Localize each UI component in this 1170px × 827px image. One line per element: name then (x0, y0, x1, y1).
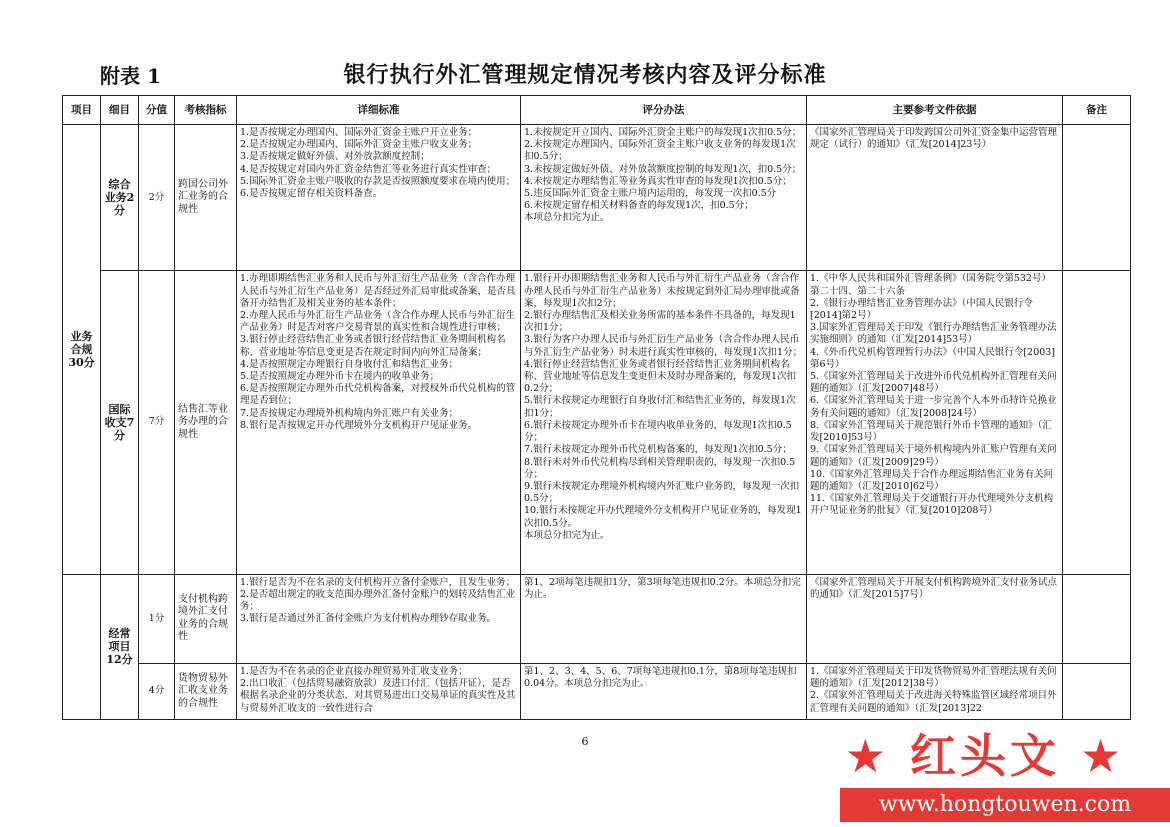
subitem-cell: 经常项目12分 (101, 574, 139, 719)
project-cell: 业务合规30分 (63, 125, 101, 575)
table-row (63, 574, 1131, 664)
indicator-cell: 结售汇等业务办理的合规性 (175, 271, 237, 574)
method-cell: 1.银行开办即期结售汇业务和人民币与外汇衍生产品业务（含合作办理人民币与外汇衍生产品业务）未按规定到外汇局办理审批或备案，每发现1次扣2分； 2.银行办理结售汇及相关业务所需的基本条件不具备的，每发现1次扣1分； 3.银行为客户办理人民币与外汇衍生产品业务（含合作办理人民币与外汇衍生产品业务）时未进行真实性审核的，每发现1次扣1分； 4.银行停止经营结售汇业务或者银行经营结售汇业务期间机构名称、营业地址等信息发生变更但未及时办理备案的，每发现1次扣0.2分； 5.银行未按规定办理银行自身收付汇和结售汇业务的，每发现1次扣1分； 6.银行未按规定办理外币卡在境内收单业务的，每发现1次扣0.5分； 7.银行未按规定办理外币代兑机构备案的，每发现1次扣0.5分； 8.银行未对外币代兑机构尽到相关管理职责的，每发现一次扣0.5分； 9.银行未按规定办理境外机构境内外汇账户业务的，每发现一次扣0.5分； 10.银行未按规定开办代理境外分支机构开户见证业务的，每发现1次扣0.5分。 本项总分扣完为止。 (521, 271, 807, 574)
indicator-cell: 跨国公司外汇业务的合规性 (175, 125, 237, 271)
col-header-standard: 详细标准 (237, 96, 521, 125)
col-header-indicator: 考核指标 (175, 96, 237, 125)
remarks-cell (1063, 664, 1131, 720)
score-cell: 2分 (139, 125, 175, 271)
watermark-banner: ★ 红头文 ★ (844, 729, 1126, 783)
table-row (63, 271, 1131, 574)
col-header-project: 项目 (63, 96, 101, 125)
method-cell: 第1、2项每笔违规扣1分，第3项每笔违规扣0.2分。本项总分扣完为止。 (521, 574, 807, 664)
indicator-cell: 支付机构跨境外汇支付业务的合规性 (175, 574, 237, 664)
remarks-cell (1063, 574, 1131, 664)
standard-cell: 1.办理即期结售汇业务和人民币与外汇衍生产品业务（含合作办理人民币与外汇衍生产品业务）是否经过外汇局审批或备案，是否具备开办结售汇及相关业务的基本条件； 2.办理人民币与外汇衍生产品业务（含合作办理人民币与外汇衍生产品业务）时是否对客户交易背景的真实性和合规性进行审核； 3.银行停止经营结售汇业务或者银行经营结售汇业务期间机构名称、营业地址等信息变更是否在规定时间内向外汇局备案； 4.是否按照规定办理银行自身收付汇和结售汇业务； 5.是否按照规定办理外币卡在境内的收单业务； 6.是否按照规定办理外币代兑机构备案，对授权外币代兑机构的管理是否到位； 7.是否按规定办理境外机构境内外汇账户有关业务； 8.银行是否按规定开办代理境外分支机构开户见证业务。 (237, 271, 521, 574)
table-header-row (63, 96, 1131, 125)
col-header-method: 评分办法 (521, 96, 807, 125)
basis-cell: 1.《中华人民共和国外汇管理条例》（国务院令第532号）第二十四、第二十六条 2.《银行办理结售汇业务管理办法》（中国人民银行令[2014]第2号） 3.国家外汇管理局关于印发《银行办理结售汇业务管理办法实施细则》的通知（汇发[2014]53号） 4.《外币代兑机构管理暂行办法》（中国人民银行令[2003]第6号） 5.《国家外汇管理局关于改进外币代兑机构外汇管理有关问题的通知》（汇发[2007]48号） 6.《国家外汇管理局关于进一步完善个人本外币特许兑换业务有关问题的通知》（汇发[2008]24号） 8.《国家外汇管理局关于规范银行外币卡管理的通知》（汇发[2010]53号） 9.《国家外汇管理局关于境外机构境内外汇账户管理有关问题的通知》（汇发[2009]29号） 10.《国家外汇管理局关于合作办理远期结售汇业务有关问题的通知》（汇发[2010]62号） 11.《国家外汇管理局关于交通银行开办代理境外分支机构开户见证业务的批复》（汇复[2010]208号） (807, 271, 1063, 574)
score-cell: 7分 (139, 271, 175, 574)
basis-cell: 《国家外汇管理局关于开展支付机构跨境外汇支付业务试点的通知》（汇发[2015]7号） (807, 574, 1063, 664)
standard-cell: 1.是否按规定办理国内、国际外汇资金主账户开立业务； 2.是否按规定办理国内、国际外汇资金主账户收支业务； 3.是否按规定做好外债、对外放款额度控制； 4.是否按规定对国内外汇资金结售汇等业务进行真实性审查； 5.国际外汇资金主账户吸收的存款是否按照额度要求在境内使用； 6.是否按规定留存相关资料备查。 (237, 125, 521, 271)
score-cell: 4分 (139, 664, 175, 720)
standard-cell: 1.是否为不在名录的企业直接办理贸易外汇收支业务； 2.出口收汇（包括贸易融资放款）及进口付汇（包括开证），是否根据名录企业的分类状态，对其贸易进出口交易单证的真实性及其与贸易外汇收支的一致性进行合 (237, 664, 521, 720)
page-number: 6 (581, 735, 589, 748)
remarks-cell (1063, 125, 1131, 271)
method-cell: 第1、2、3、4、5、6、7项每笔违规扣0.1分，第8项每笔违规扣0.04分。本项总分扣完为止。 (521, 664, 807, 720)
indicator-cell: 货物贸易外汇收支业务的合规性 (175, 664, 237, 720)
remarks-cell (1063, 271, 1131, 574)
subitem-cell: 综合业务2分 (101, 125, 139, 271)
page-title: 银行执行外汇管理规定情况考核内容及评分标准 (343, 62, 827, 88)
col-header-basis: 主要参考文件依据 (807, 96, 1063, 125)
col-header-remarks: 备注 (1063, 96, 1131, 125)
subitem-cell: 国际收支7分 (101, 271, 139, 574)
appendix-label: 附表 1 (100, 64, 161, 88)
basis-cell: 《国家外汇管理局关于印发跨国公司外汇资金集中运营管理规定（试行）的通知》（汇发[2014]23号） (807, 125, 1063, 271)
method-cell: 1.未按规定开立国内、国际外汇资金主账户的每发现1次扣0.5分； 2.未按规定办理国内、国际外汇资金主账户收支业务的每发现1次扣0.5分； 3.未按规定做好外债、对外放款额度控制的每发现1次，扣0.5分； 4.未按规定办理结售汇等业务真实性审查的每发现1次扣0.5分； 5.违反国际外汇资金主账户境内运用的，每发现一次扣0.5分 6.未按规定留存相关材料备查的每发现1次，扣0.5分； 本项总分扣完为止。 (521, 125, 807, 271)
score-cell: 1分 (139, 574, 175, 664)
table-row (63, 125, 1131, 271)
watermark-url: www.hongtouwen.com (840, 788, 1170, 822)
basis-cell: 1.《国家外汇管理局关于印发货物贸易外汇管理法规有关问题的通知》（汇发[2012]38号） 2.《国家外汇管理局关于改进海关特殊监管区域经常项目外汇管理有关问题的通知》（汇发[2013]22 (807, 664, 1063, 720)
table-row (63, 664, 1131, 720)
col-header-score: 分值 (139, 96, 175, 125)
col-header-subitem: 细目 (101, 96, 139, 125)
assessment-table (62, 95, 1131, 720)
project-cell-empty (63, 574, 101, 719)
standard-cell: 1.银行是否为不在名录的支付机构开立备付金账户，且发生业务； 2.是否超出规定的收支范围办理外汇备付金账户的划转及结售汇业务； 3.银行是否通过外汇备付金账户为支付机构办理钞存取业务。 (237, 574, 521, 664)
